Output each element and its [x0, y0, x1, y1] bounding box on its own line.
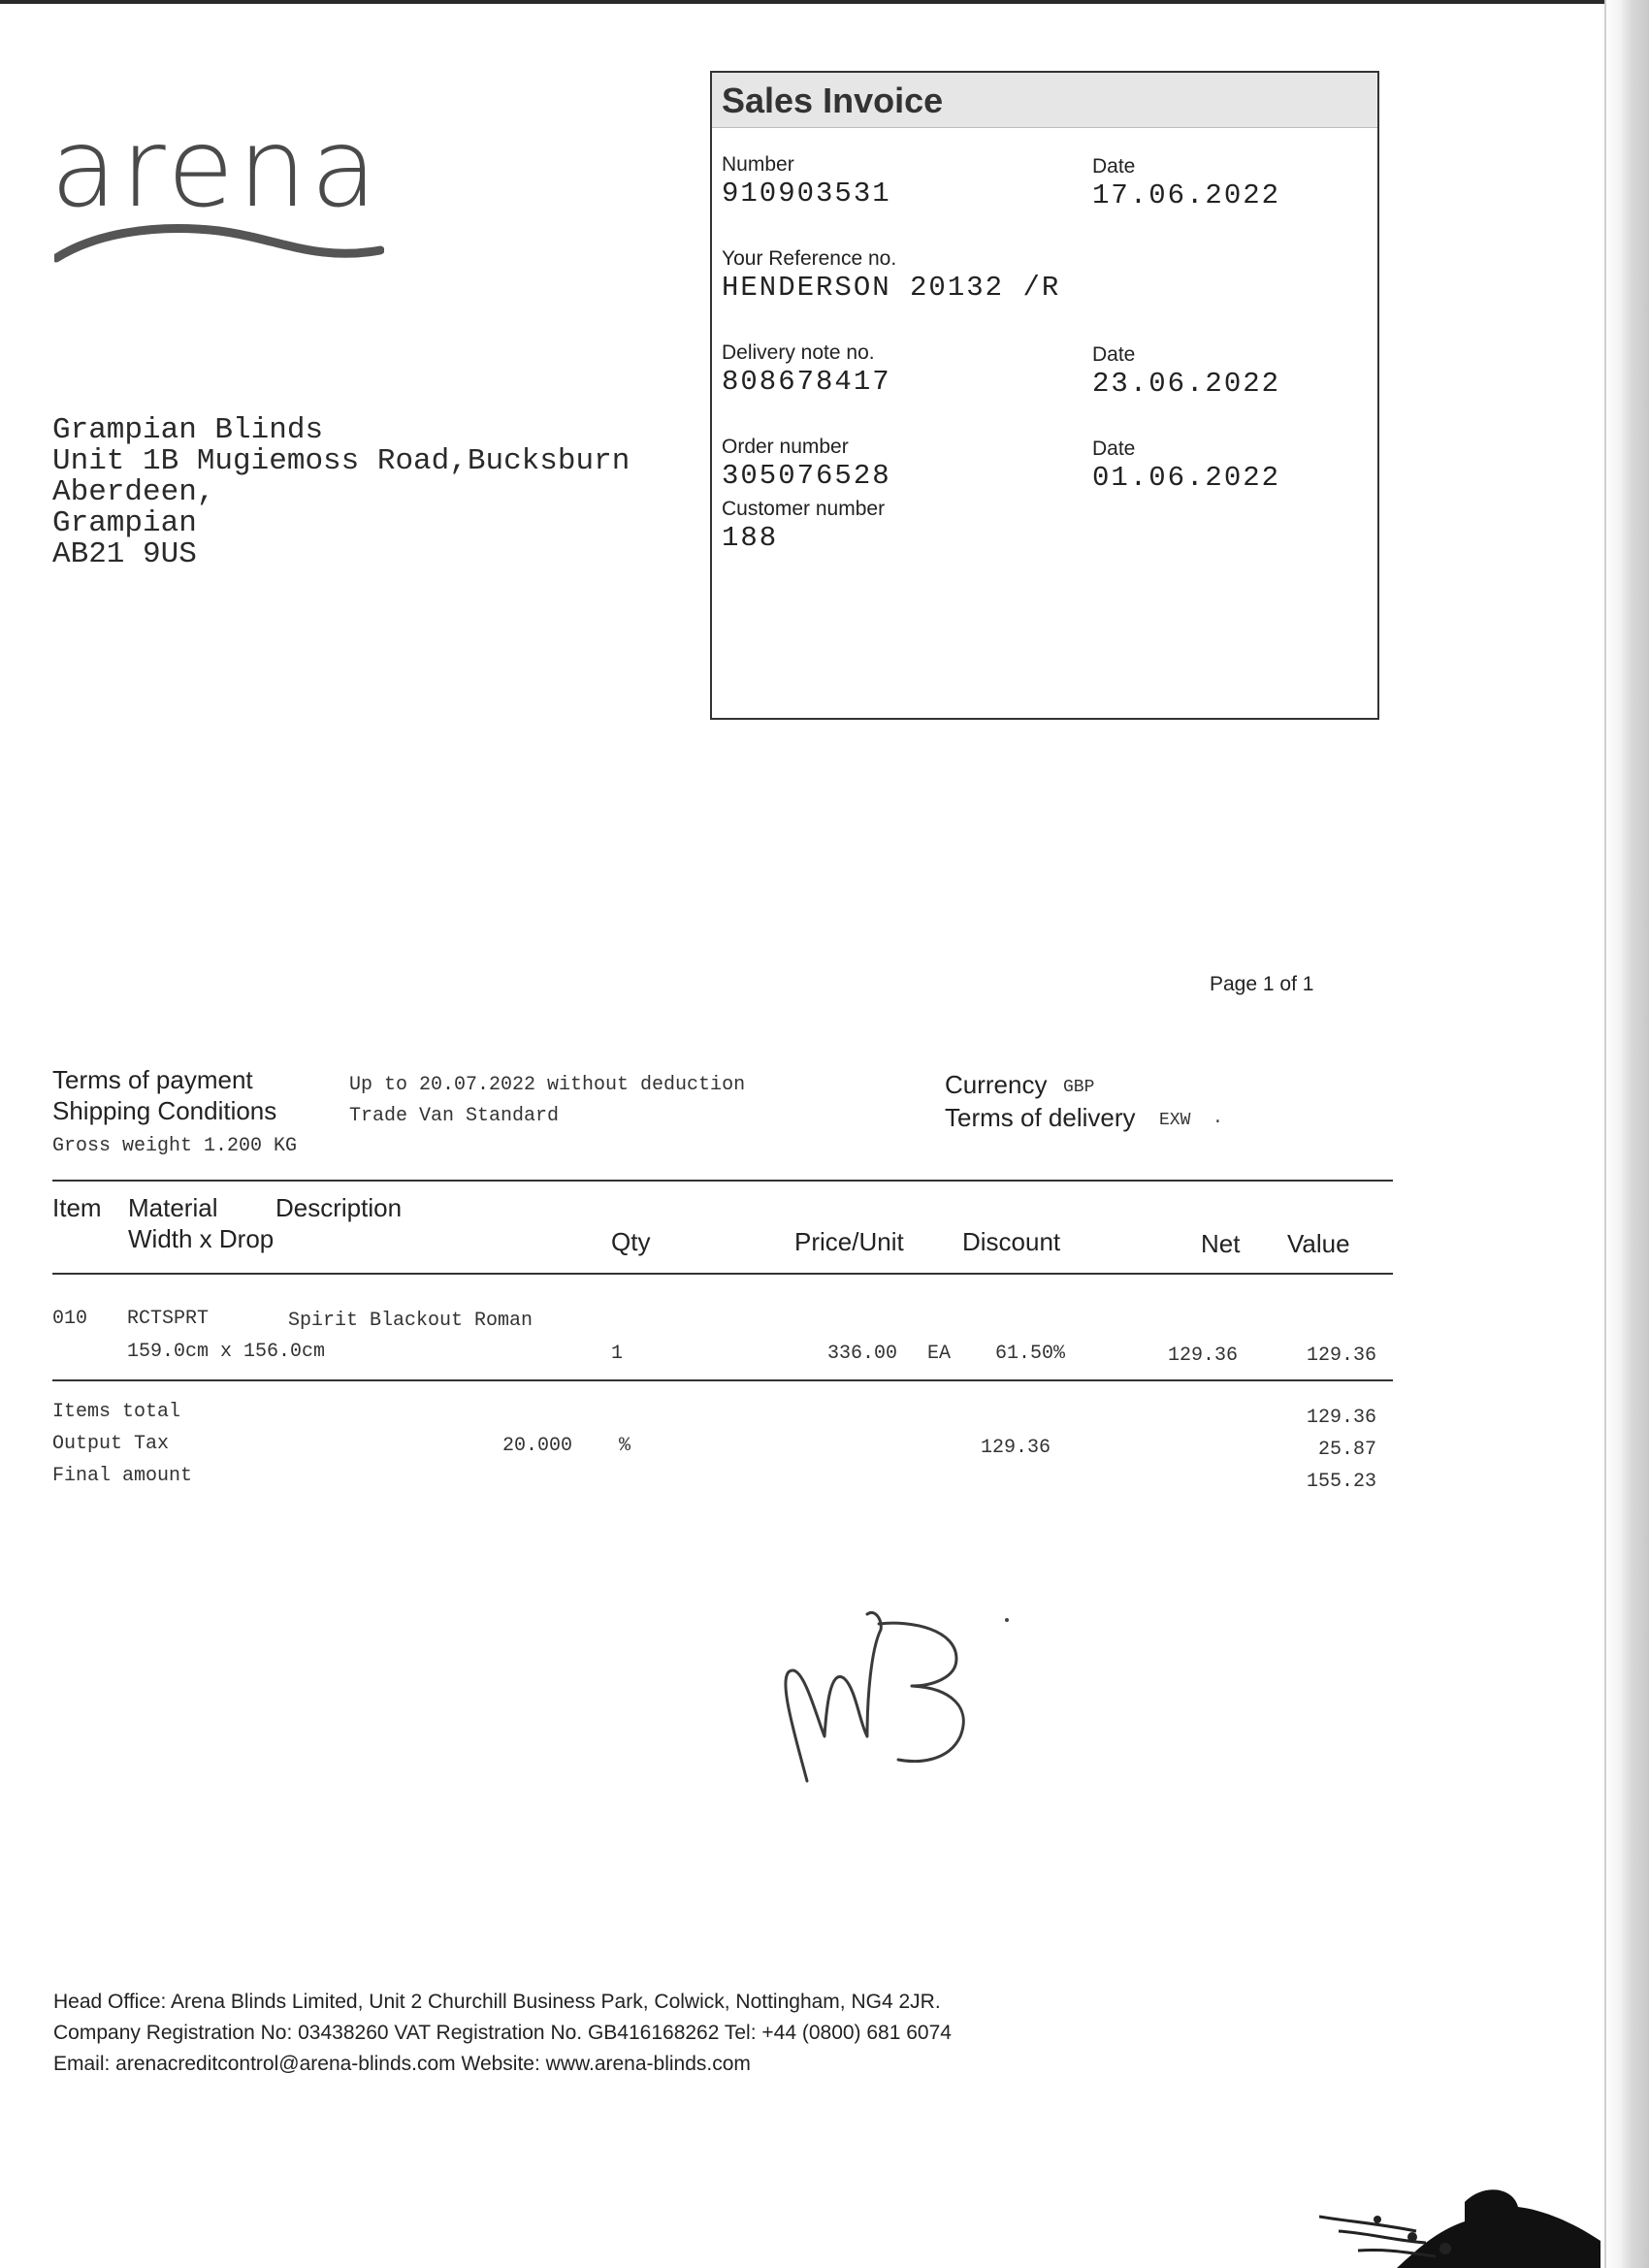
- invoice-title: Sales Invoice: [722, 81, 944, 120]
- terms-of-delivery-suffix: .: [1212, 1109, 1223, 1128]
- row-unit: EA: [927, 1343, 952, 1365]
- header-width-drop: Width x Drop: [128, 1224, 275, 1253]
- page-number: Page 1 of 1: [1210, 973, 1314, 995]
- header-discount: Discount: [962, 1227, 1061, 1256]
- shipping-conditions-label: Shipping Conditions: [52, 1096, 277, 1125]
- arena-wave-logo-icon: [54, 215, 384, 274]
- your-reference: HENDERSON 20132 /R: [722, 272, 1061, 304]
- row-price: 336.00: [827, 1343, 898, 1365]
- your-reference-label: Your Reference no.: [722, 247, 897, 270]
- row-value: 129.36: [1307, 1345, 1377, 1367]
- handwritten-signature: [766, 1591, 1018, 1795]
- recipient-postcode: AB21 9US: [52, 537, 197, 571]
- items-total-value: 129.36: [1307, 1407, 1377, 1429]
- row-qty: 1: [611, 1343, 624, 1365]
- header-price-unit: Price/Unit: [794, 1227, 904, 1256]
- table-header-rule: [52, 1273, 1393, 1275]
- order-date-label: Date: [1092, 437, 1136, 460]
- output-tax-label: Output Tax: [52, 1433, 170, 1455]
- tax-rate: 20.000: [502, 1435, 573, 1457]
- row-discount: 61.50%: [995, 1343, 1066, 1365]
- header-material: Material: [128, 1193, 218, 1222]
- customer-number: 188: [722, 522, 779, 554]
- invoice-number: 910903531: [722, 178, 891, 210]
- invoice-info-box: [710, 71, 1379, 720]
- final-amount-label: Final amount: [52, 1465, 193, 1487]
- customer-number-label: Customer number: [722, 498, 886, 520]
- row-dimensions: 159.0cm x 156.0cm: [127, 1341, 326, 1363]
- terms-of-payment-label: Terms of payment: [52, 1065, 253, 1094]
- recipient-name: Grampian Blinds: [52, 413, 324, 447]
- terms-of-payment-value: Up to 20.07.2022 without deduction: [349, 1074, 746, 1096]
- row-description: Spirit Blackout Roman: [288, 1310, 534, 1332]
- footer-registration: Company Registration No: 03438260 VAT Registration No. GB416168262 Tel: +44 (0800) 681 6074: [53, 2022, 952, 2044]
- row-net: 129.36: [1168, 1345, 1239, 1367]
- footer-contact: Email: arenacreditcontrol@arena-blinds.com Website: www.arena-blinds.com: [53, 2053, 751, 2075]
- gross-weight: Gross weight 1.200 KG: [52, 1135, 298, 1157]
- delivery-note-label: Delivery note no.: [722, 341, 875, 364]
- scan-edge-top: [0, 0, 1649, 4]
- tax-amount: 25.87: [1318, 1439, 1377, 1461]
- tax-base: 129.36: [981, 1437, 1051, 1459]
- terms-of-delivery-label: Terms of delivery: [945, 1103, 1136, 1132]
- footer: [53, 1987, 952, 2080]
- header-net: Net: [1201, 1229, 1241, 1258]
- final-amount-value: 155.23: [1307, 1471, 1377, 1493]
- date-label: Date: [1092, 155, 1136, 178]
- scan-edge-right: [1604, 0, 1649, 2268]
- row-material: RCTSPRT: [127, 1308, 210, 1330]
- ink-splat-icon: [1319, 2163, 1610, 2268]
- header-value: Value: [1287, 1229, 1350, 1258]
- currency-label: Currency: [945, 1070, 1048, 1099]
- arena-logo-text: arena: [50, 106, 381, 232]
- table-top-rule: [52, 1180, 1393, 1182]
- recipient-line2: Aberdeen,: [52, 475, 215, 509]
- row-item: 010: [52, 1308, 88, 1330]
- delivery-note-number: 808678417: [722, 366, 891, 398]
- terms-of-delivery-value: EXW: [1159, 1111, 1191, 1130]
- recipient-line3: Grampian: [52, 506, 197, 540]
- invoice-date: 17.06.2022: [1092, 179, 1281, 211]
- tax-percent: %: [619, 1435, 631, 1457]
- shipping-conditions-value: Trade Van Standard: [349, 1105, 560, 1127]
- footer-head-office: Head Office: Arena Blinds Limited, Unit 2 Churchill Business Park, Colwick, Nottingham, NG4 2JR.: [53, 1991, 941, 2013]
- currency-value: GBP: [1063, 1078, 1095, 1097]
- header-qty: Qty: [611, 1227, 651, 1256]
- order-number-label: Order number: [722, 436, 849, 458]
- invoice-title-bar: [712, 73, 1377, 128]
- items-total-label: Items total: [52, 1401, 181, 1423]
- header-description: Description: [275, 1193, 403, 1222]
- order-number: 305076528: [722, 460, 891, 492]
- table-bottom-rule: [52, 1379, 1393, 1381]
- order-date: 01.06.2022: [1092, 462, 1281, 494]
- delivery-date-label: Date: [1092, 343, 1136, 366]
- header-item: Item: [52, 1193, 102, 1222]
- delivery-date: 23.06.2022: [1092, 368, 1281, 400]
- number-label: Number: [722, 153, 794, 176]
- recipient-address: [52, 415, 630, 570]
- recipient-line1: Unit 1B Mugiemoss Road,Bucksburn: [52, 444, 630, 478]
